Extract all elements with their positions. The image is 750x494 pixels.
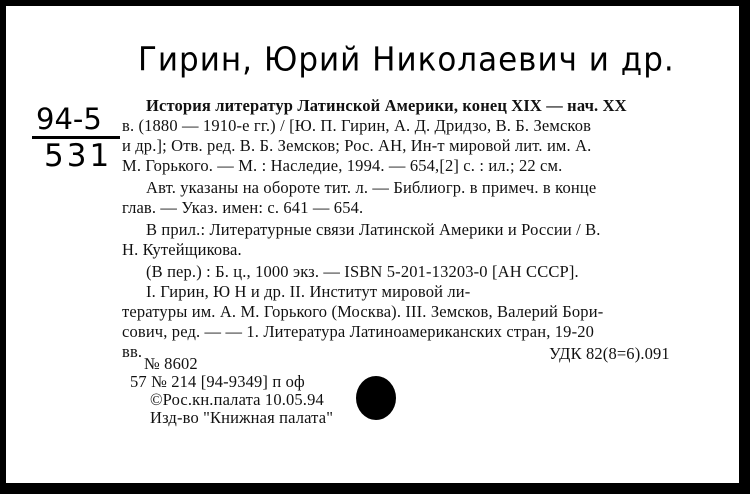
entry-line-1: История литератур Латинской Америки, конец XIX — нач. XX — [146, 96, 627, 115]
entry-line-5: Авт. указаны на обороте тит. л. — Библиогр. в примеч. в конце — [146, 178, 597, 197]
entry-line-12: сович, ред. — — 1. Литература Латиноамериканских стран, 19-20 — [122, 322, 595, 341]
entry-line-13: вв. — [122, 342, 143, 361]
entry-line-10: I. Гирин, Ю Н и др. II. Институт мировой ли- — [146, 282, 471, 301]
stamp-line: ©Рос.кн.палата 10.05.94 — [150, 390, 324, 409]
catalog-card — [6, 6, 739, 483]
entry-line-2: в. (1880 — 1910-е гг.) / [Ю. П. Гирин, А. Д. Дридзо, В. Б. Земсков — [122, 116, 592, 135]
handwritten-author: Гирин, Юрий Николаевич и др. — [138, 41, 675, 79]
udc-code: УДК 82(8=6).091 — [549, 344, 670, 363]
entry-line-7: В прил.: Литературные связи Латинской Америки и России / В. — [146, 220, 601, 239]
entry-line-6: глав. — Указ. имен: с. 641 — 654. — [122, 198, 364, 217]
entry-line-9: (В пер.) : Б. ц., 1000 экз. — ISBN 5-201-13203-0 [АН СССР]. — [146, 262, 579, 281]
entry-line-4: М. Горького. — М. : Наследие, 1994. — 654,[2] с. : ил.; 22 см. — [122, 156, 563, 175]
shelf-mark-top: 94-5 — [36, 102, 102, 136]
publisher-line: Изд-во "Книжная палата" — [150, 408, 334, 427]
record-number: № 8602 — [144, 354, 198, 373]
entry-line-8: Н. Кутейщикова. — [122, 240, 242, 259]
entry-line-3: и др.]; Отв. ред. В. Б. Земсков; Рос. АН, Ин-т мировой лит. им. А. — [122, 136, 592, 155]
shelf-mark-bottom: 531 — [44, 138, 113, 174]
order-line: 57 № 214 [94-9349] п оф — [130, 372, 305, 391]
entry-line-11: тературы им. А. М. Горького (Москва). III. Земсков, Валерий Бори- — [122, 302, 604, 321]
punch-hole — [356, 376, 396, 420]
